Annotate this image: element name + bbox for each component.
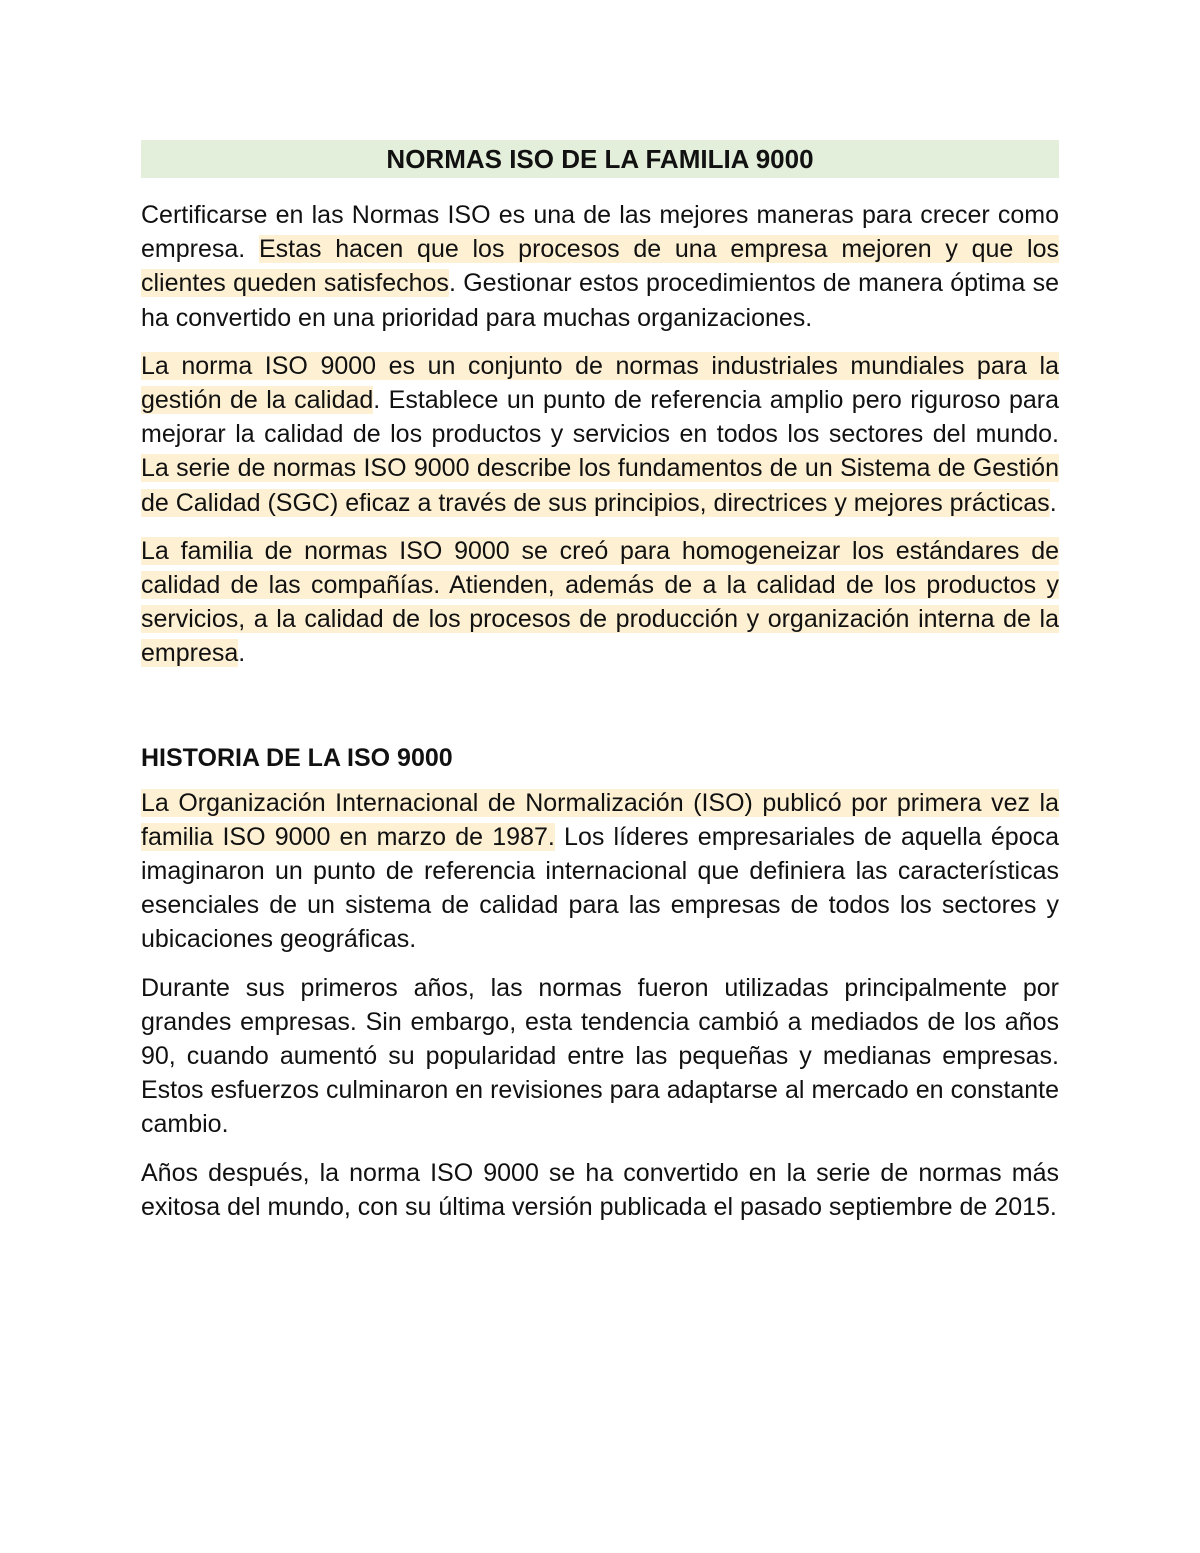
intro-paragraph-3 (141, 534, 1059, 671)
intro-p2-text-b: . Establece un punto de referencia amplio pero riguroso para mejorar la calidad de los productos y servicios en todos los sectores del mundo. (141, 386, 1059, 449)
intro-paragraph-2 (141, 349, 1059, 520)
document-title: NORMAS ISO DE LA FAMILIA 9000 (141, 140, 1059, 178)
intro-p2-highlight-2: La serie de normas ISO 9000 describe los fundamentos de un Sistema de Gestión de Calidad (SGC) eficaz a través de sus principios, directrices y mejores prácticas (141, 454, 1059, 517)
history-paragraph-2: Durante sus primeros años, las normas fueron utilizadas principalmente por grandes empresas. Sin embargo, esta tendencia cambió a mediados de los años 90, cuando aumentó su popularidad entre las pequeñas y medianas empresas. Estos esfuerzos culminaron en revisiones para adaptarse al mercado en constante cambio. (141, 973, 1059, 1139)
intro-p3-highlight: La familia de normas ISO 9000 se creó para homogeneizar los estándares de calidad de las compañías. Atienden, además de a la calidad de los productos y servicios, a la calidad de los procesos de producción y organización interna de la empresa (141, 536, 1059, 668)
history-paragraph-3: Años después, la norma ISO 9000 se ha convertido en la serie de normas más exitosa del mundo, con su última versión publicada el pasado septiembre de 2015. (141, 1158, 1059, 1221)
history-p1-highlight: La Organización Internacional de Normalización (ISO) publicó por primera vez la familia ISO 9000 en marzo de 1987. (141, 788, 1059, 851)
intro-p1-text-b: . (238, 235, 259, 264)
intro-p1-text-d: . Gestionar estos procedimientos de manera óptima se ha convertido en una prioridad para muchas organizaciones. (141, 269, 1059, 332)
intro-p1-highlight: Estas hacen que los procesos de una empresa mejoren y que los clientes queden satisfechos (141, 235, 1059, 298)
history-p1-text-b: Los líderes empresariales de aquella época imaginaron un punto de referencia internacional que definiera las características esenciales de un sistema de calidad para las empresas de todos los sectores y ubicaciones geográficas. (141, 822, 1059, 954)
intro-p1-text-a: Certificarse en las Normas ISO es una de las mejores maneras para crecer como empresa (141, 201, 1059, 264)
intro-p2-highlight-1: La norma ISO 9000 es un conjunto de normas industriales mundiales para la gestión de la calidad (141, 351, 1059, 415)
history-paragraph-1 (141, 786, 1059, 957)
document-body (141, 140, 1059, 1238)
intro-p3-text-b: . (238, 639, 246, 668)
intro-p2-text-d: . (1049, 488, 1057, 517)
history-heading: HISTORIA DE LA ISO 9000 (141, 743, 453, 772)
intro-paragraph-1 (141, 198, 1059, 335)
